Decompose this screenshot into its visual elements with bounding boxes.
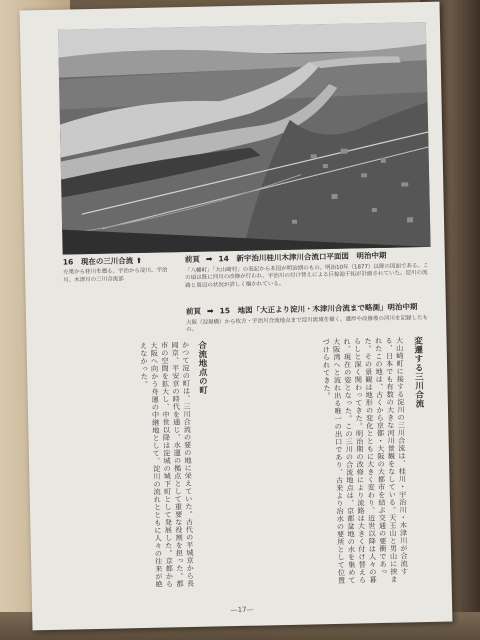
- photo-caption-title: 16 現在の三川合流 ⬆: [62, 255, 143, 267]
- figure-14-title: 14 新宇治川桂川木津川合流口平面図 明治中期: [218, 250, 387, 264]
- right-arrow-icon: ➡: [206, 306, 214, 316]
- section-body-confluence: 大山崎町に接する淀川の三川合流は、桂川・宇治川・木津川が合流する、日本でも有数の大きな河川景観をなしている。天王山と男山に挟まれたこの地は、古くから京都・大阪の大都市を結ぶ交通の要衝であった。その景観は地形の変化とともに大きく変わり、近世以降は人々の暮らしと深く関わってきた。明治期の改修により流路は大きく付け替えられ、現在の姿となった。この三川の合流地点は、京都盆地の水を集めて大阪湾へと流れ出る唯一の出口であり、古来より治水の要所として位置づけられてきた。: [321, 336, 410, 585]
- section-body-town: かつて淀の町は、三川合流の要の地に栄えていた。古代の平城京から長岡京、平安京の時代を通じ、水運の拠点として重要な役割を担った。都市の空間を拡大し、中世以降は淀城の城下町として発展した。京都から大阪へ向かう舟運の中継地として、淀川の流れとともに人々の往来が絶えなかった。: [139, 340, 196, 589]
- aerial-photo-drawing: [58, 22, 431, 255]
- figure-15-title: 15 地図「大正より淀川・木津川合流まで略測」明治中期: [219, 302, 418, 316]
- right-arrow-icon: ➡: [205, 254, 213, 264]
- section-heading-confluence: 変遷する三川合流: [412, 336, 424, 409]
- prev-page-label: 前頁: [185, 306, 201, 317]
- photo-caption-body: 左奥から桂川を遡る、宇治から淀川、宇治川、木津川の三川合流部: [62, 267, 168, 284]
- prev-page-label: 前頁: [184, 254, 200, 265]
- figure-14-reference: [185, 250, 431, 290]
- figure-15-body: 大阪（淀屋橋）から枚方・宇治川合流地点まで淀川流域を描く。護岸や改修後の河川を記録したもの。: [186, 314, 429, 334]
- figure-14-body: 「八幡町」「大山崎村」の表記から本図が明治期のもの。明治10年（1877）以降の図面である。この頃は既に河川の改修が行われ、宇治川の付け替えによる巨椋池干拓が計画されていた。淀川の流路と周辺の状況が詳しく描かれている。: [184, 262, 429, 289]
- book-page: [20, 2, 453, 631]
- aerial-photo: [58, 22, 431, 255]
- section-heading-town: 合流地点の町: [196, 340, 208, 395]
- page-number: ―17―: [230, 605, 254, 615]
- figure-15-reference: [186, 302, 432, 335]
- photo-caption: [63, 255, 176, 284]
